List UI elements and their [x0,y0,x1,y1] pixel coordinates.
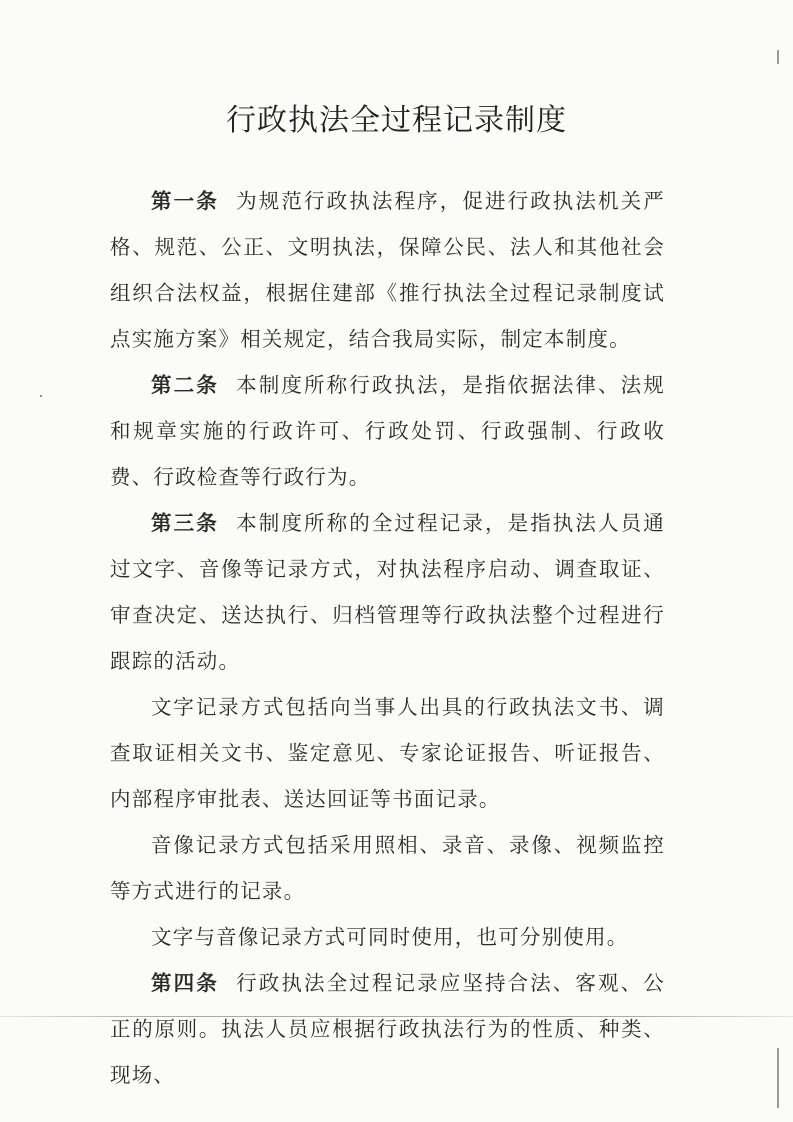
paragraph-text-record [110,684,665,822]
paragraph-text: 为规范行政执法程序，促进行政执法机关严格、规范、公正、文明执法，保障公民、法人和其他社会组织合法权益，根据住建部《推行执法全过程记录制度试点实施方案》相关规定，结合我局实际，制定本制度。 [110,189,665,351]
scan-edge-mark [777,1048,779,1108]
article-label: 第一条 [151,189,219,213]
paragraph-text: 本制度所称行政执法，是指依据法律、法规和规章实施的行政许可、行政处罚、行政强制、行政收费、行政检查等行政行为。 [110,373,665,489]
scan-edge-mark [777,50,779,64]
article-label: 第四条 [151,971,219,995]
scan-speck [40,395,42,397]
paragraph-text: 文字与音像记录方式可同时使用，也可分别使用。 [151,925,629,949]
paragraph-av-record [110,822,665,914]
paragraph-text: 文字记录方式包括向当事人出具的行政执法文书、调查取证相关文书、鉴定意见、专家论证报告、听证报告、内部程序审批表、送达回证等书面记录。 [110,695,665,811]
article-label: 第三条 [151,511,219,535]
paragraph-article-4 [110,960,665,1098]
paragraph-article-3 [110,500,665,684]
paragraph-text: 行政执法全过程记录应坚持合法、客观、公正的原则。执法人员应根据行政执法行为的性质、种类、现场、 [110,971,665,1087]
paragraph-combined-use [110,914,665,960]
scan-fold-line [0,1016,793,1017]
paragraph-text: 本制度所称的全过程记录，是指执法人员通过文字、音像等记录方式，对执法程序启动、调查取证、审查决定、送达执行、归档管理等行政执法整个过程进行跟踪的活动。 [110,511,665,673]
article-label: 第二条 [151,373,219,397]
paragraph-article-2 [110,362,665,500]
document-body [110,178,665,1098]
paragraph-article-1 [110,178,665,362]
paragraph-text: 音像记录方式包括采用照相、录音、录像、视频监控等方式进行的记录。 [110,833,665,903]
document-title: 行政执法全过程记录制度 [226,103,567,138]
